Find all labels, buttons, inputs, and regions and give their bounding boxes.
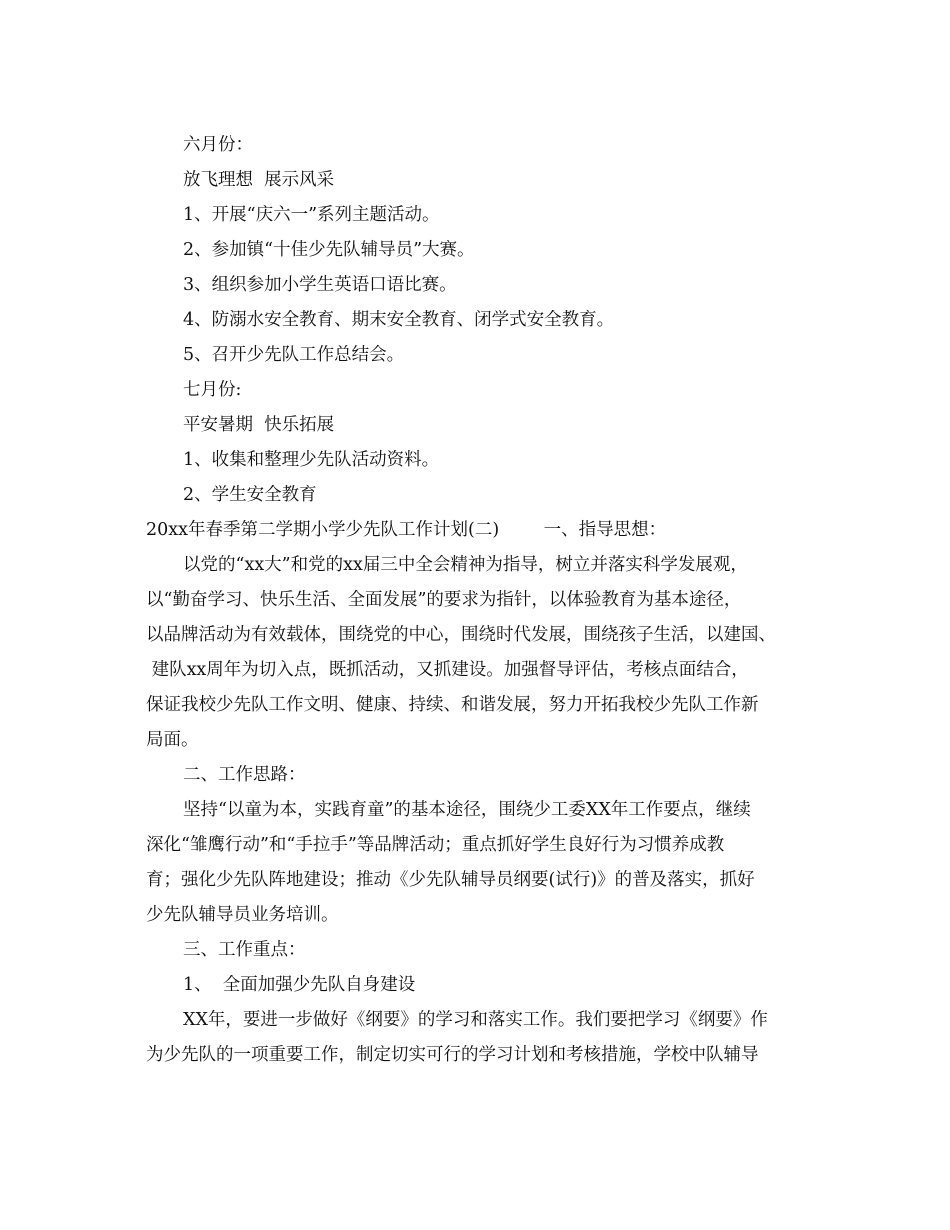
section2-line-4: 少先队辅导员业务培训。 (146, 905, 339, 925)
july-item-1: 1、收集和整理少先队活动资料。 (183, 450, 440, 470)
july-item-2: 2、学生安全教育 (183, 485, 317, 505)
june-item-2: 2、参加镇“十佳少先队辅导员”大赛。 (183, 240, 475, 260)
june-theme: 放飞理想 展示风采 (183, 170, 335, 190)
section2-heading: 二、工作思路： (183, 765, 306, 785)
section1-line-5: 保证我校少先队工作文明、健康、持续、和谐发展，努力开拓我校少先队工作新 (146, 695, 759, 715)
section1-line-1: 以党的“xx大”和党的xx届三中全会精神为指导，树立并落实科学发展观， (183, 555, 748, 575)
section3-line-1: XX年，要进一步做好《纲要》的学习和落实工作。我们要把学习《纲要》作 (183, 1010, 768, 1030)
june-heading: 六月份： (183, 135, 253, 155)
section2-line-2: 深化“雏鹰行动”和“手拉手”等品牌活动；重点抓好学生良好行为习惯养成教 (146, 835, 725, 855)
section3-line-2: 为少先队的一项重要工作，制定切实可行的学习计划和考核措施，学校中队辅导 (146, 1045, 759, 1065)
section3-subheading: 1、 全面加强少先队自身建设 (183, 975, 416, 995)
section2-line-3: 育；强化少先队阵地建设；推动《少先队辅导员纲要(试行)》的普及落实，抓好 (146, 870, 755, 890)
june-item-4: 4、防溺水安全教育、期末安全教育、闭学式安全教育。 (183, 310, 615, 330)
june-item-3: 3、组织参加小学生英语口语比赛。 (183, 275, 457, 295)
section1-line-6: 局面。 (146, 730, 199, 750)
plan2-title-line: 20xx年春季第二学期小学少先队工作计划(二) 一、指导思想： (146, 520, 667, 540)
section3-heading: 三、工作重点： (183, 940, 306, 960)
section2-line-1: 坚持“以童为本，实践育童”的基本途径，围绕少工委XX年工作要点，继续 (183, 800, 751, 820)
section1-line-2: 以“勤奋学习、快乐生活、全面发展”的要求为指针，以体验教育为基本途径， (146, 590, 742, 610)
section1-line-4: 建队xx周年为切入点，既抓活动，又抓建设。加强督导评估，考核点面结合， (146, 660, 749, 680)
june-item-5: 5、召开少先队工作总结会。 (183, 345, 405, 365)
june-item-1: 1、开展“庆六一”系列主题活动。 (183, 205, 440, 225)
july-heading: 七月份: (183, 380, 242, 400)
section1-line-3: 以品牌活动为有效载体，围绕党的中心，围绕时代发展，围绕孩子生活，以建国、 (146, 625, 776, 645)
july-theme: 平安暑期 快乐拓展 (183, 415, 335, 435)
